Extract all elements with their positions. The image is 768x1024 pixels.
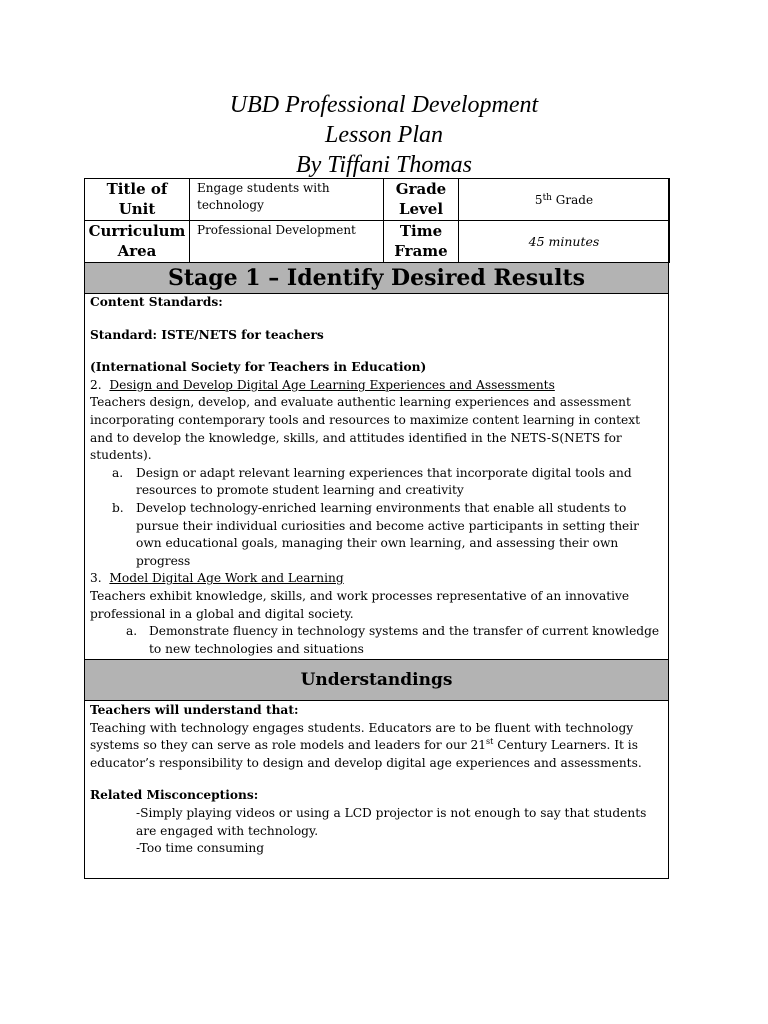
- header-table: [84, 178, 670, 263]
- title-line-3: By Tiffani Thomas: [295, 152, 473, 178]
- document-title: [0, 90, 768, 180]
- understandings-content: [90, 702, 662, 858]
- grade-level-value: 5th Grade: [459, 179, 670, 221]
- item3-heading: 3. Model Digital Age Work and Learning: [90, 571, 344, 586]
- time-frame-value: 45 minutes: [459, 221, 670, 263]
- title-of-unit-label: Title of Unit: [85, 179, 190, 221]
- misconception-item: -Too time consuming: [136, 841, 265, 856]
- list-item: a. Demonstrate fluency in technology systems and the transfer of current knowledge to new technologies and situations: [126, 624, 660, 656]
- iste-line: (International Society for Teachers in Education): [90, 360, 427, 375]
- curriculum-area-label: Curriculum Area: [85, 221, 190, 263]
- misconception-item: -Simply playing videos or using a LCD projector is not enough to say that students are engaged with technology.: [136, 805, 647, 838]
- item3-title: Model Digital Age Work and Learning: [109, 571, 344, 586]
- time-frame-label: Time Frame: [384, 221, 459, 263]
- item2-title: Design and Develop Digital Age Learning Experiences and Assessments: [109, 377, 555, 392]
- stage1-heading: Stage 1 – Identify Desired Results: [85, 262, 668, 294]
- list-item: a. Design or adapt relevant learning experiences that incorporate digital tools and resources to promote student learning and creativity: [112, 465, 632, 498]
- related-misconceptions-label: Related Misconceptions:: [90, 788, 259, 803]
- teachers-will-understand-label: Teachers will understand that:: [90, 703, 299, 717]
- item3-body: Teachers exhibit knowledge, skills, and work processes representative of an innovative professional in a global and digital society.: [90, 588, 630, 621]
- title-line-2: Lesson Plan: [324, 122, 443, 148]
- standard-line: Standard: ISTE/NETS for teachers: [90, 327, 324, 342]
- grade-level-label: Grade Level: [384, 179, 459, 221]
- item2-body: Teachers design, develop, and evaluate authentic learning experiences and assessment incorporating contemporary tools and resources to maximize content learning in context and to develop the knowledge, skills, and attitudes identified in the NETS-S(NETS for students).: [90, 395, 641, 463]
- understandings-body: Teaching with technology engages students. Educators are to be fluent with technology systems so they can serve as role models and leaders for our 21st Century Learners. It is educator’s responsibility to design and develop digital age experiences and assessments.: [90, 720, 642, 770]
- content-standards-label: Content Standards:: [90, 295, 223, 309]
- title-line-1: UBD Professional Development: [229, 92, 539, 118]
- item2-heading: 2. Design and Develop Digital Age Learning Experiences and Assessments: [90, 377, 555, 392]
- curriculum-area-value: Professional Development: [190, 221, 384, 263]
- title-of-unit-value: Engage students with technology: [190, 179, 384, 221]
- stage1-content: [90, 294, 662, 658]
- understandings-heading: Understandings: [85, 659, 668, 701]
- list-item: b. Develop technology-enriched learning environments that enable all students to pursue their individual curiosities and become active participants in setting their own educational goals, managing their own learning, and assessing their own progress: [112, 500, 639, 568]
